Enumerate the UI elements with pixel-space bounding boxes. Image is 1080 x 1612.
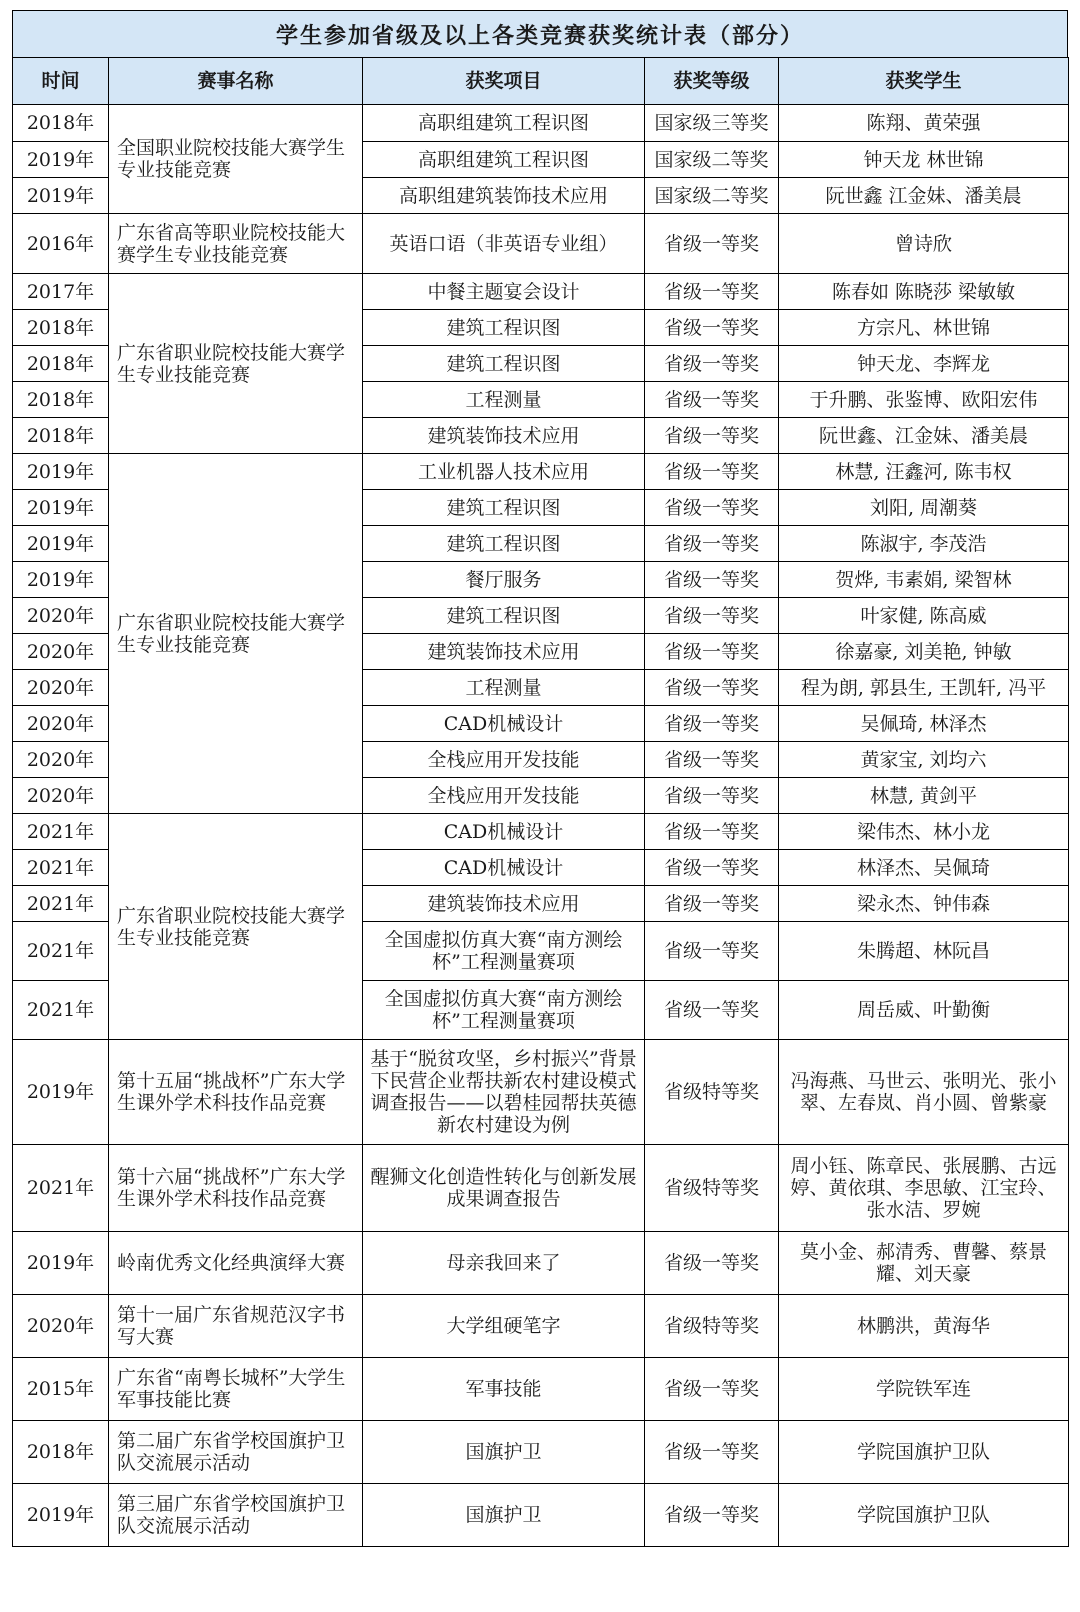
table-row [13, 1232, 1069, 1295]
cell-time: 2018年 [13, 346, 109, 382]
cell-project: 国旗护卫 [363, 1484, 645, 1547]
cell-students: 周岳威、叶勤衡 [779, 981, 1069, 1040]
cell-level: 省级一等奖 [645, 1484, 779, 1547]
cell-level: 省级一等奖 [645, 382, 779, 418]
cell-level: 省级一等奖 [645, 742, 779, 778]
cell-project: 工程测量 [363, 670, 645, 706]
cell-competition: 第十六届“挑战杯”广东大学生课外学术科技作品竞赛 [109, 1145, 363, 1232]
cell-project: 工业机器人技术应用 [363, 454, 645, 490]
cell-students: 钟天龙、李辉龙 [779, 346, 1069, 382]
cell-level: 省级特等奖 [645, 1145, 779, 1232]
cell-level: 省级一等奖 [645, 778, 779, 814]
cell-competition: 岭南优秀文化经典演绎大赛 [109, 1232, 363, 1295]
cell-time: 2020年 [13, 778, 109, 814]
cell-students: 学院国旗护卫队 [779, 1484, 1069, 1547]
cell-project: 建筑装饰技术应用 [363, 634, 645, 670]
cell-students: 陈翔、黄荣强 [779, 105, 1069, 142]
cell-time: 2021年 [13, 814, 109, 850]
cell-competition: 广东省职业院校技能大赛学生专业技能竞赛 [109, 814, 363, 1040]
cell-level: 省级特等奖 [645, 1295, 779, 1358]
cell-students: 贺烨, 韦素娟, 梁智林 [779, 562, 1069, 598]
cell-level: 省级一等奖 [645, 562, 779, 598]
cell-time: 2021年 [13, 850, 109, 886]
cell-students: 冯海燕、马世云、张明光、张小翠、左春岚、肖小圆、曾紫豪 [779, 1040, 1069, 1145]
cell-students: 林鹏洪，黄海华 [779, 1295, 1069, 1358]
cell-time: 2020年 [13, 706, 109, 742]
cell-project: 建筑装饰技术应用 [363, 886, 645, 922]
cell-time: 2021年 [13, 981, 109, 1040]
cell-time: 2017年 [13, 274, 109, 310]
cell-competition: 第十五届“挑战杯”广东大学生课外学术科技作品竞赛 [109, 1040, 363, 1145]
header-time: 时间 [13, 58, 109, 105]
cell-level: 省级一等奖 [645, 526, 779, 562]
cell-time: 2020年 [13, 598, 109, 634]
cell-level: 国家级二等奖 [645, 178, 779, 214]
cell-project: CAD机械设计 [363, 850, 645, 886]
cell-level: 省级一等奖 [645, 490, 779, 526]
cell-project: 建筑工程识图 [363, 598, 645, 634]
cell-project: 建筑工程识图 [363, 310, 645, 346]
cell-project: 高职组建筑装饰技术应用 [363, 178, 645, 214]
table-row [13, 274, 1069, 310]
cell-students: 吴佩琦, 林泽杰 [779, 706, 1069, 742]
cell-project: 建筑工程识图 [363, 346, 645, 382]
cell-competition: 广东省职业院校技能大赛学生专业技能竞赛 [109, 454, 363, 814]
header-students: 获奖学生 [779, 58, 1069, 105]
header-row [13, 58, 1069, 105]
cell-time: 2021年 [13, 1145, 109, 1232]
cell-level: 省级一等奖 [645, 1232, 779, 1295]
cell-students: 阮世鑫 江金妹、潘美晨 [779, 178, 1069, 214]
table-title: 学生参加省级及以上各类竞赛获奖统计表（部分） [12, 10, 1068, 58]
cell-project: 醒狮文化创造性转化与创新发展成果调查报告 [363, 1145, 645, 1232]
cell-competition: 广东省“南粤长城杯”大学生军事技能比赛 [109, 1358, 363, 1421]
cell-time: 2019年 [13, 526, 109, 562]
table-row [13, 1358, 1069, 1421]
cell-level: 省级一等奖 [645, 850, 779, 886]
header-project: 获奖项目 [363, 58, 645, 105]
table-row [13, 1484, 1069, 1547]
cell-project: 工程测量 [363, 382, 645, 418]
header-competition: 赛事名称 [109, 58, 363, 105]
cell-level: 国家级三等奖 [645, 105, 779, 142]
cell-time: 2016年 [13, 214, 109, 274]
cell-time: 2018年 [13, 382, 109, 418]
table-row [13, 1145, 1069, 1232]
cell-students: 莫小金、郝清秀、曹馨、蔡景耀、刘天豪 [779, 1232, 1069, 1295]
table-row [13, 454, 1069, 490]
cell-students: 叶家健, 陈高威 [779, 598, 1069, 634]
cell-level: 省级一等奖 [645, 981, 779, 1040]
award-table [12, 57, 1069, 1547]
cell-project: 大学组硬笔字 [363, 1295, 645, 1358]
cell-project: 建筑工程识图 [363, 526, 645, 562]
cell-students: 刘阳, 周潮葵 [779, 490, 1069, 526]
cell-students: 钟天龙 林世锦 [779, 142, 1069, 178]
cell-level: 省级一等奖 [645, 886, 779, 922]
cell-students: 学院国旗护卫队 [779, 1421, 1069, 1484]
cell-students: 陈春如 陈晓莎 梁敏敏 [779, 274, 1069, 310]
cell-project: 高职组建筑工程识图 [363, 142, 645, 178]
header-level: 获奖等级 [645, 58, 779, 105]
cell-level: 省级一等奖 [645, 274, 779, 310]
cell-level: 省级一等奖 [645, 706, 779, 742]
table-row [13, 1421, 1069, 1484]
cell-level: 省级一等奖 [645, 814, 779, 850]
cell-time: 2019年 [13, 1040, 109, 1145]
cell-time: 2019年 [13, 178, 109, 214]
cell-level: 省级一等奖 [645, 634, 779, 670]
cell-project: 母亲我回来了 [363, 1232, 645, 1295]
cell-students: 林慧, 黄剑平 [779, 778, 1069, 814]
cell-project: 中餐主题宴会设计 [363, 274, 645, 310]
cell-students: 曾诗欣 [779, 214, 1069, 274]
cell-project: 全栈应用开发技能 [363, 778, 645, 814]
cell-students: 黄家宝, 刘均六 [779, 742, 1069, 778]
cell-students: 朱腾超、林阮昌 [779, 922, 1069, 981]
cell-time: 2021年 [13, 886, 109, 922]
cell-level: 省级特等奖 [645, 1040, 779, 1145]
cell-time: 2020年 [13, 742, 109, 778]
cell-time: 2020年 [13, 634, 109, 670]
cell-time: 2019年 [13, 454, 109, 490]
cell-project: 全国虚拟仿真大赛“南方测绘杯”工程测量赛项 [363, 922, 645, 981]
cell-time: 2019年 [13, 142, 109, 178]
cell-project: 全栈应用开发技能 [363, 742, 645, 778]
cell-students: 阮世鑫、江金妹、潘美晨 [779, 418, 1069, 454]
cell-level: 省级一等奖 [645, 1358, 779, 1421]
cell-project: 全国虚拟仿真大赛“南方测绘杯”工程测量赛项 [363, 981, 645, 1040]
cell-students: 梁永杰、钟伟森 [779, 886, 1069, 922]
cell-level: 省级一等奖 [645, 418, 779, 454]
cell-students: 林泽杰、吴佩琦 [779, 850, 1069, 886]
cell-competition: 第十一届广东省规范汉字书写大赛 [109, 1295, 363, 1358]
cell-time: 2019年 [13, 1232, 109, 1295]
cell-time: 2020年 [13, 1295, 109, 1358]
cell-project: 餐厅服务 [363, 562, 645, 598]
cell-time: 2021年 [13, 922, 109, 981]
cell-students: 于升鹏、张鉴博、欧阳宏伟 [779, 382, 1069, 418]
cell-level: 省级一等奖 [645, 1421, 779, 1484]
cell-time: 2019年 [13, 490, 109, 526]
cell-competition: 广东省高等职业院校技能大赛学生专业技能竞赛 [109, 214, 363, 274]
cell-project: 军事技能 [363, 1358, 645, 1421]
table-row [13, 814, 1069, 850]
cell-level: 省级一等奖 [645, 346, 779, 382]
cell-competition: 第二届广东省学校国旗护卫队交流展示活动 [109, 1421, 363, 1484]
table-row [13, 1040, 1069, 1145]
cell-level: 省级一等奖 [645, 670, 779, 706]
cell-students: 周小钰、陈章民、张展鹏、古远婷、黄依琪、李思敏、江宝玲、张水洁、罗婉 [779, 1145, 1069, 1232]
cell-project: 高职组建筑工程识图 [363, 105, 645, 142]
cell-students: 学院铁军连 [779, 1358, 1069, 1421]
cell-competition: 第三届广东省学校国旗护卫队交流展示活动 [109, 1484, 363, 1547]
cell-time: 2018年 [13, 1421, 109, 1484]
cell-time: 2015年 [13, 1358, 109, 1421]
cell-level: 省级一等奖 [645, 454, 779, 490]
cell-project: 国旗护卫 [363, 1421, 645, 1484]
cell-competition: 全国职业院校技能大赛学生专业技能竞赛 [109, 105, 363, 214]
cell-project: 英语口语（非英语专业组） [363, 214, 645, 274]
cell-time: 2020年 [13, 670, 109, 706]
cell-level: 省级一等奖 [645, 922, 779, 981]
table-row [13, 214, 1069, 274]
cell-students: 徐嘉豪, 刘美艳, 钟敏 [779, 634, 1069, 670]
cell-students: 林慧, 汪鑫河, 陈韦权 [779, 454, 1069, 490]
cell-project: CAD机械设计 [363, 706, 645, 742]
cell-students: 方宗凡、林世锦 [779, 310, 1069, 346]
table-row [13, 105, 1069, 142]
table-row [13, 1295, 1069, 1358]
table-body [13, 105, 1069, 1547]
cell-students: 梁伟杰、林小龙 [779, 814, 1069, 850]
cell-competition: 广东省职业院校技能大赛学生专业技能竞赛 [109, 274, 363, 454]
cell-time: 2019年 [13, 1484, 109, 1547]
cell-students: 陈淑宇, 李茂浩 [779, 526, 1069, 562]
cell-project: 建筑装饰技术应用 [363, 418, 645, 454]
cell-project: 建筑工程识图 [363, 490, 645, 526]
cell-time: 2019年 [13, 562, 109, 598]
cell-level: 省级一等奖 [645, 598, 779, 634]
cell-time: 2018年 [13, 418, 109, 454]
cell-project: 基于“脱贫攻坚，乡村振兴”背景下民营企业帮扶新农村建设模式调查报告——以碧桂园帮扶英德新农村建设为例 [363, 1040, 645, 1145]
cell-time: 2018年 [13, 105, 109, 142]
cell-level: 省级一等奖 [645, 214, 779, 274]
cell-time: 2018年 [13, 310, 109, 346]
cell-level: 省级一等奖 [645, 310, 779, 346]
cell-students: 程为朗, 郭县生, 王凯轩, 冯平 [779, 670, 1069, 706]
award-table-container [12, 10, 1068, 1547]
cell-project: CAD机械设计 [363, 814, 645, 850]
cell-level: 国家级二等奖 [645, 142, 779, 178]
